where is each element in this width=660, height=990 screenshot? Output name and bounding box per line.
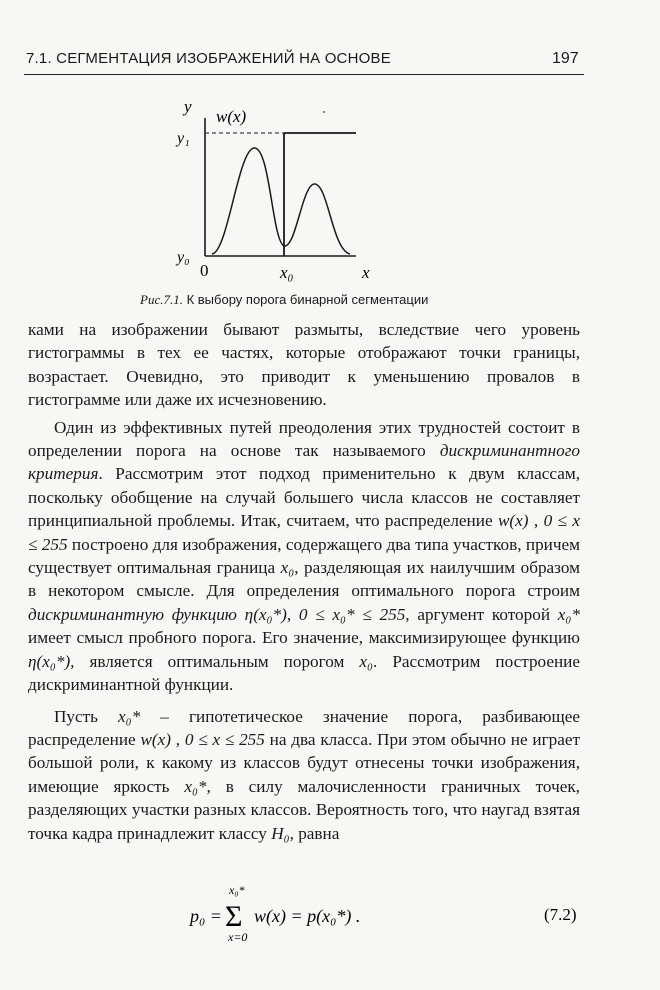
- formula-lower-limit: x=0: [228, 930, 248, 944]
- p3-text-d: , в силу малочисленности граничных точек, разделяющих участки разных классов. Вероятность того, что наугад взятая точка кадра принадлежит классу: [28, 776, 580, 843]
- p3-math-x0star-2: x₀*: [184, 776, 207, 796]
- p3-math-h0: H₀: [271, 823, 290, 843]
- x0-label: x₀: [280, 263, 294, 282]
- p2-math-distribution: w(x) , 0 ≤ x ≤ 255: [28, 511, 580, 554]
- running-header: 7.1. СЕГМЕНТАЦИЯ ИЗОБРАЖЕНИЙ НА ОСНОВЕ: [26, 50, 391, 67]
- p3-text-a: Пусть: [54, 706, 119, 726]
- p2-text-g: является оптимальным порогом: [74, 651, 360, 671]
- formula-upper-limit: x₀*: [229, 883, 245, 897]
- p3-text-e: , равна: [289, 823, 340, 843]
- p2-math-x0star: x₀*: [557, 604, 580, 624]
- p2-text-b: . Рассмотрим этот подход применительно к двум классам, поскольку обобщение на случай большего числа классов не составляет принципиальной проблемы. Итак, считаем, что распределение: [28, 464, 580, 531]
- p2-text-c: построено для изображения, содержащего два типа участков, причем существует оптимальная граница: [28, 534, 581, 578]
- y0-label: y₀: [177, 249, 190, 266]
- p2-text-f: имеет смысл пробного порога. Его значение, максимизирующее функцию: [28, 628, 580, 648]
- x-axis-label: x: [362, 263, 370, 282]
- p2-term-discriminant-criterion: дискриминантного критерия: [28, 441, 580, 484]
- formula-sigma: Σ: [225, 900, 243, 933]
- p2-math-eta: η(x₀*), 0 ≤ x₀* ≤ 255: [244, 604, 406, 624]
- formula-rhs: w(x) = p(x₀*) .: [254, 906, 361, 926]
- p2-text-a: Один из эффективных путей преодоления этих трудностей состоит в определении порога на основе так называемого: [28, 417, 580, 461]
- p2-term-discriminant-function: дискриминантную функцию: [28, 604, 237, 624]
- paragraph-1: ками на изображении бывают размыты, вследствие чего уровень гистограммы в тех ее частях, которые отображают точки границы, возрастает. Очевидно, это приводит к уменьшению провалов в гистограмме или даже их исчезновению.: [28, 320, 580, 410]
- p2-math-eta-2: η(x₀*),: [28, 651, 75, 671]
- y1-label: y₁: [177, 130, 190, 147]
- formula-lhs: p₀ =: [190, 906, 222, 926]
- p2-text-d: , разделяющая их наилучшим образом в некотором смысле. Для определения оптимального порога строим: [28, 558, 580, 601]
- caption-text: К выбору порога бинарной сегментации: [186, 292, 429, 307]
- curve-label: w(x): [216, 107, 247, 126]
- p3-text-c: на два класса. При этом обычно не играет большой роли, к какому из классов будут отнесены точки изображения, имеющие яркость: [28, 729, 580, 796]
- p3-text-b: – гипотетическое значение порога, разбивающее распределение: [28, 706, 581, 749]
- p3-math-distribution: w(x) , 0 ≤ x ≤ 255: [140, 729, 265, 749]
- p2-text-h: . Рассмотрим построение дискриминантной функции.: [28, 651, 581, 695]
- caption-number: Рис.7.1.: [140, 292, 183, 307]
- y-axis-label: y: [184, 97, 192, 116]
- p2-text-e: , аргумент которой: [405, 604, 558, 624]
- page-number: 197: [552, 50, 579, 67]
- x-origin-label: 0: [200, 261, 209, 280]
- p3-math-x0star: x₀*: [118, 706, 141, 726]
- p2-math-x0-2: x₀: [359, 651, 374, 671]
- equation-number: (7.2): [544, 905, 577, 924]
- p2-math-x0: x₀: [280, 558, 295, 578]
